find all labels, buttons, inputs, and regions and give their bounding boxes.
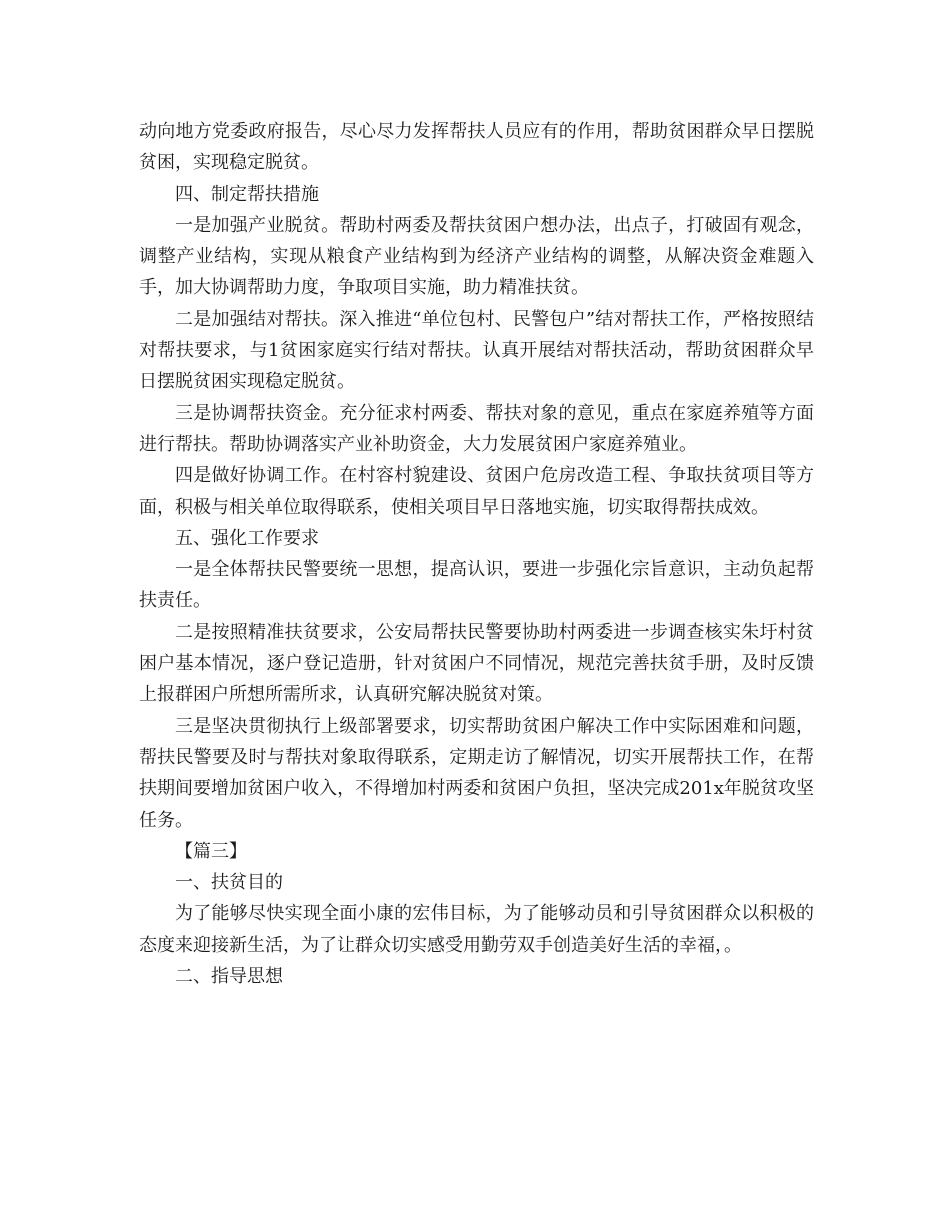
paragraph-requirement-one: 一是全体帮扶民警要统一思想，提高认识，要进一步强化宗旨意识，主动负起帮扶责任。 xyxy=(139,559,814,612)
section-heading-purpose: 一、扶贫目的 xyxy=(175,872,283,894)
paragraph-industry-poverty-relief: 一是加强产业脱贫。帮助村两委及帮扶贫困户想办法，出点子，打破固有观念，调整产业结构，实现从粮食产业结构到为经济产业结构的调整，从解决资金难题入手，加大协调帮助力度，争取项目实施，助力精准扶贫。 xyxy=(139,214,814,299)
section-heading-guiding-ideology: 二、指导思想 xyxy=(175,966,283,988)
paragraph-purpose: 为了能够尽快实现全面小康的宏伟目标，为了能够动员和引导贫困群众以积极的态度来迎接新生活，为了让群众切实感受用勤劳双手创造美好生活的幸福，。 xyxy=(139,903,814,956)
paragraph-paired-assistance: 二是加强结对帮扶。深入推进“单位包村、民警包户”结对帮扶工作，严格按照结对帮扶要求，与1贫困家庭实行结对帮扶。认真开展结对帮扶活动，帮助贫困群众早日摆脱贫困实现稳定脱贫。 xyxy=(139,308,814,393)
paragraph-coordinate-funds: 三是协调帮扶资金。充分征求村两委、帮扶对象的意见，重点在家庭养殖等方面进行帮扶。帮助协调落实产业补助资金，大力发展贫困户家庭养殖业。 xyxy=(139,402,814,455)
part-heading-three: 【篇三】 xyxy=(175,840,247,862)
paragraph-requirement-two: 二是按照精准扶贫要求，公安局帮扶民警要协助村两委进一步调查核实朱圩村贫困户基本情况，逐户登记造册，针对贫困户不同情况，规范完善扶贫手册，及时反馈上报群困户所想所需所求，认真研究解决脱贫对策。 xyxy=(139,621,814,706)
paragraph-requirement-three: 三是坚决贯彻执行上级部署要求，切实帮助贫困户解决工作中实际困难和问题，帮扶民警要及时与帮扶对象取得联系，定期走访了解情况，切实开展帮扶工作，在帮扶期间要增加贫困户收入，不得增加村两委和贫困户负担，坚决完成201x年脱贫攻坚任务。 xyxy=(139,715,814,831)
section-heading-requirements: 五、强化工作要求 xyxy=(175,527,319,549)
paragraph-coordination-work: 四是做好协调工作。在村容村貌建设、贫困户危房改造工程、争取扶贫项目等方面，积极与相关单位取得联系，使相关项目早日落地实施，切实取得帮扶成效。 xyxy=(139,465,814,518)
section-heading-measures: 四、制定帮扶措施 xyxy=(175,183,319,205)
document-body xyxy=(139,116,814,992)
paragraph-continuation: 动向地方党委政府报告，尽心尽力发挥帮扶人员应有的作用，帮助贫困群众早日摆脱贫困，实现稳定脱贫。 xyxy=(139,121,814,174)
